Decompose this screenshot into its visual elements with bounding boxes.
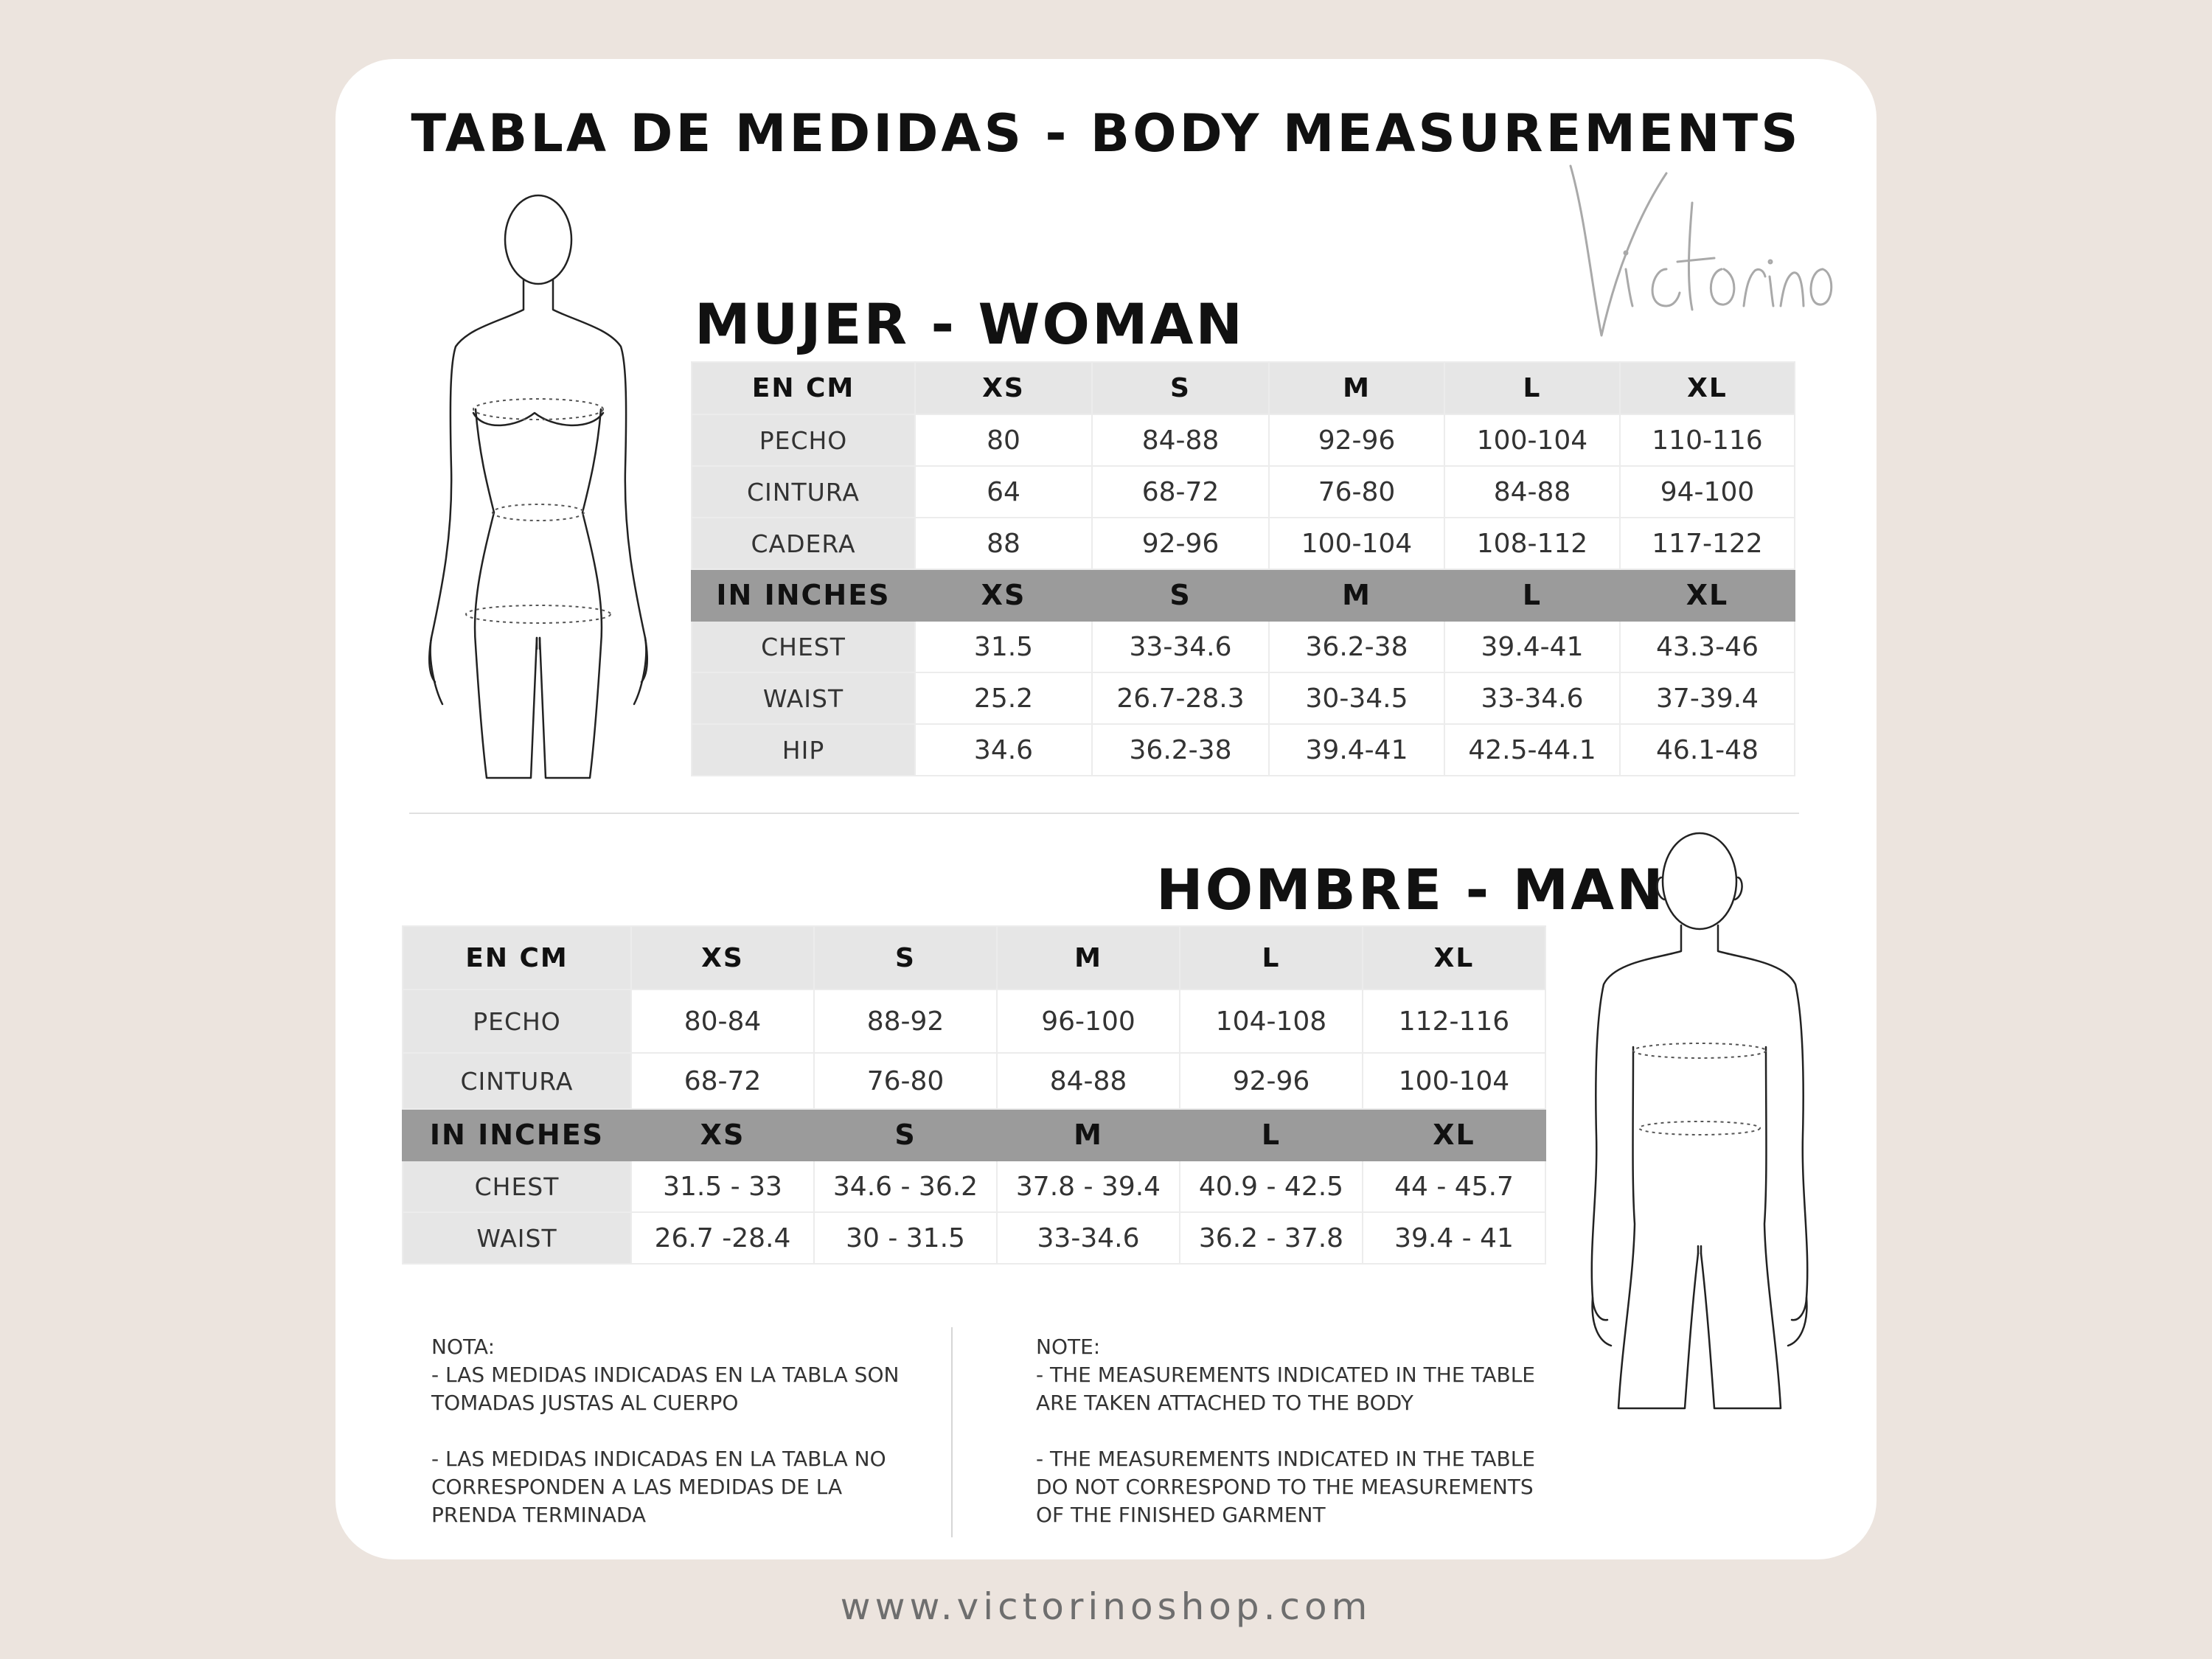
table-cell: 64 [915,466,1092,518]
header-cell: IN INCHES [692,569,915,621]
row-label: HIP [692,724,915,776]
header-cell: S [814,1109,997,1161]
row-label: CADERA [692,518,915,569]
note-spanish: NOTA: - LAS MEDIDAS INDICADAS EN LA TABLA SON TOMADAS JUSTAS AL CUERPO - LAS MEDIDAS INDICADAS EN LA TABLA NO CORRESPONDEN A LAS MEDIDAS DE LA PRENDA TERMINADA [431,1335,900,1527]
header-cell: L [1444,362,1620,414]
table-row [403,1212,1545,1264]
table-cell: 76-80 [814,1053,997,1109]
table-cell: 100-104 [1444,414,1620,466]
table-cell: 33-34.6 [1444,672,1620,724]
table-cell: 108-112 [1444,518,1620,569]
header-cell: XS [915,569,1092,621]
row-label: PECHO [403,990,631,1053]
row-label: CINTURA [692,466,915,518]
table-row [403,1161,1545,1212]
table-cell: 37.8 - 39.4 [997,1161,1180,1212]
table-cell: 36.2-38 [1269,621,1444,672]
table-cell: 37-39.4 [1620,672,1795,724]
row-label: CHEST [403,1161,631,1212]
table-cell: 30-34.5 [1269,672,1444,724]
man-cm-header-row [403,926,1545,990]
header-cell: M [1269,569,1444,621]
woman-inches-header-row [692,569,1795,621]
header-cell: S [1092,569,1269,621]
table-cell: 84-88 [1092,414,1269,466]
victorino-signature-logo [1556,159,1836,350]
header-cell: L [1444,569,1620,621]
man-body-figure [1582,826,1818,1416]
table-cell: 39.4-41 [1269,724,1444,776]
table-cell: 36.2 - 37.8 [1180,1212,1363,1264]
table-cell: 25.2 [915,672,1092,724]
table-cell: 80 [915,414,1092,466]
table-row [692,466,1795,518]
header-cell: XS [631,926,814,990]
table-cell: 36.2-38 [1092,724,1269,776]
table-cell: 92-96 [1269,414,1444,466]
table-cell: 94-100 [1620,466,1795,518]
table-row [692,672,1795,724]
man-size-table [402,925,1546,1265]
table-cell: 92-96 [1092,518,1269,569]
header-cell: XL [1363,926,1545,990]
table-cell: 34.6 [915,724,1092,776]
header-cell: XS [631,1109,814,1161]
notes-divider [951,1327,953,1537]
table-cell: 33-34.6 [1092,621,1269,672]
note-english: NOTE: - THE MEASUREMENTS INDICATED IN THE TABLE ARE TAKEN ATTACHED TO THE BODY - THE MEASUREMENTS INDICATED IN THE TABLE DO NOT CORRESPOND TO THE MEASUREMENTS OF THE FINISHED GARMENT [1036,1335,1535,1527]
table-cell: 68-72 [631,1053,814,1109]
table-cell: 88 [915,518,1092,569]
header-cell: XL [1620,362,1795,414]
woman-body-figure [413,188,664,785]
table-cell: 30 - 31.5 [814,1212,997,1264]
row-label: WAIST [692,672,915,724]
header-cell: XS [915,362,1092,414]
table-cell: 76-80 [1269,466,1444,518]
table-row [403,990,1545,1053]
header-cell: XL [1363,1109,1545,1161]
row-label: WAIST [403,1212,631,1264]
row-label: PECHO [692,414,915,466]
table-cell: 40.9 - 42.5 [1180,1161,1363,1212]
table-cell: 39.4 - 41 [1363,1212,1545,1264]
table-cell: 26.7-28.3 [1092,672,1269,724]
table-cell: 42.5-44.1 [1444,724,1620,776]
table-row [692,621,1795,672]
man-inches-header-row [403,1109,1545,1161]
table-cell: 92-96 [1180,1053,1363,1109]
table-row [403,1053,1545,1109]
header-cell: EN CM [692,362,915,414]
man-section-title: HOMBRE - MAN [1156,857,1666,922]
header-cell: XL [1620,569,1795,621]
page-title: TABLA DE MEDIDAS - BODY MEASUREMENTS [411,103,1801,164]
table-cell: 46.1-48 [1620,724,1795,776]
table-cell: 104-108 [1180,990,1363,1053]
header-cell: M [997,926,1180,990]
table-cell: 34.6 - 36.2 [814,1161,997,1212]
table-cell: 117-122 [1620,518,1795,569]
table-cell: 96-100 [997,990,1180,1053]
woman-size-table [691,361,1795,776]
header-cell: EN CM [403,926,631,990]
table-cell: 88-92 [814,990,997,1053]
header-cell: S [1092,362,1269,414]
table-row [692,724,1795,776]
footer-website-url: www.victorinoshop.com [840,1585,1372,1628]
row-label: CHEST [692,621,915,672]
table-cell: 100-104 [1269,518,1444,569]
table-cell: 84-88 [1444,466,1620,518]
section-divider [409,813,1799,814]
table-cell: 26.7 -28.4 [631,1212,814,1264]
table-cell: 110-116 [1620,414,1795,466]
table-cell: 33-34.6 [997,1212,1180,1264]
header-cell: IN INCHES [403,1109,631,1161]
table-cell: 31.5 - 33 [631,1161,814,1212]
table-cell: 84-88 [997,1053,1180,1109]
table-cell: 80-84 [631,990,814,1053]
row-label: CINTURA [403,1053,631,1109]
table-cell: 112-116 [1363,990,1545,1053]
table-cell: 31.5 [915,621,1092,672]
table-cell: 39.4-41 [1444,621,1620,672]
table-cell: 44 - 45.7 [1363,1161,1545,1212]
header-cell: M [1269,362,1444,414]
woman-cm-header-row [692,362,1795,414]
table-row [692,414,1795,466]
table-cell: 68-72 [1092,466,1269,518]
header-cell: M [997,1109,1180,1161]
woman-section-title: MUJER - WOMAN [695,291,1245,357]
header-cell: L [1180,926,1363,990]
header-cell: L [1180,1109,1363,1161]
table-cell: 100-104 [1363,1053,1545,1109]
table-cell: 43.3-46 [1620,621,1795,672]
table-row [692,518,1795,569]
header-cell: S [814,926,997,990]
